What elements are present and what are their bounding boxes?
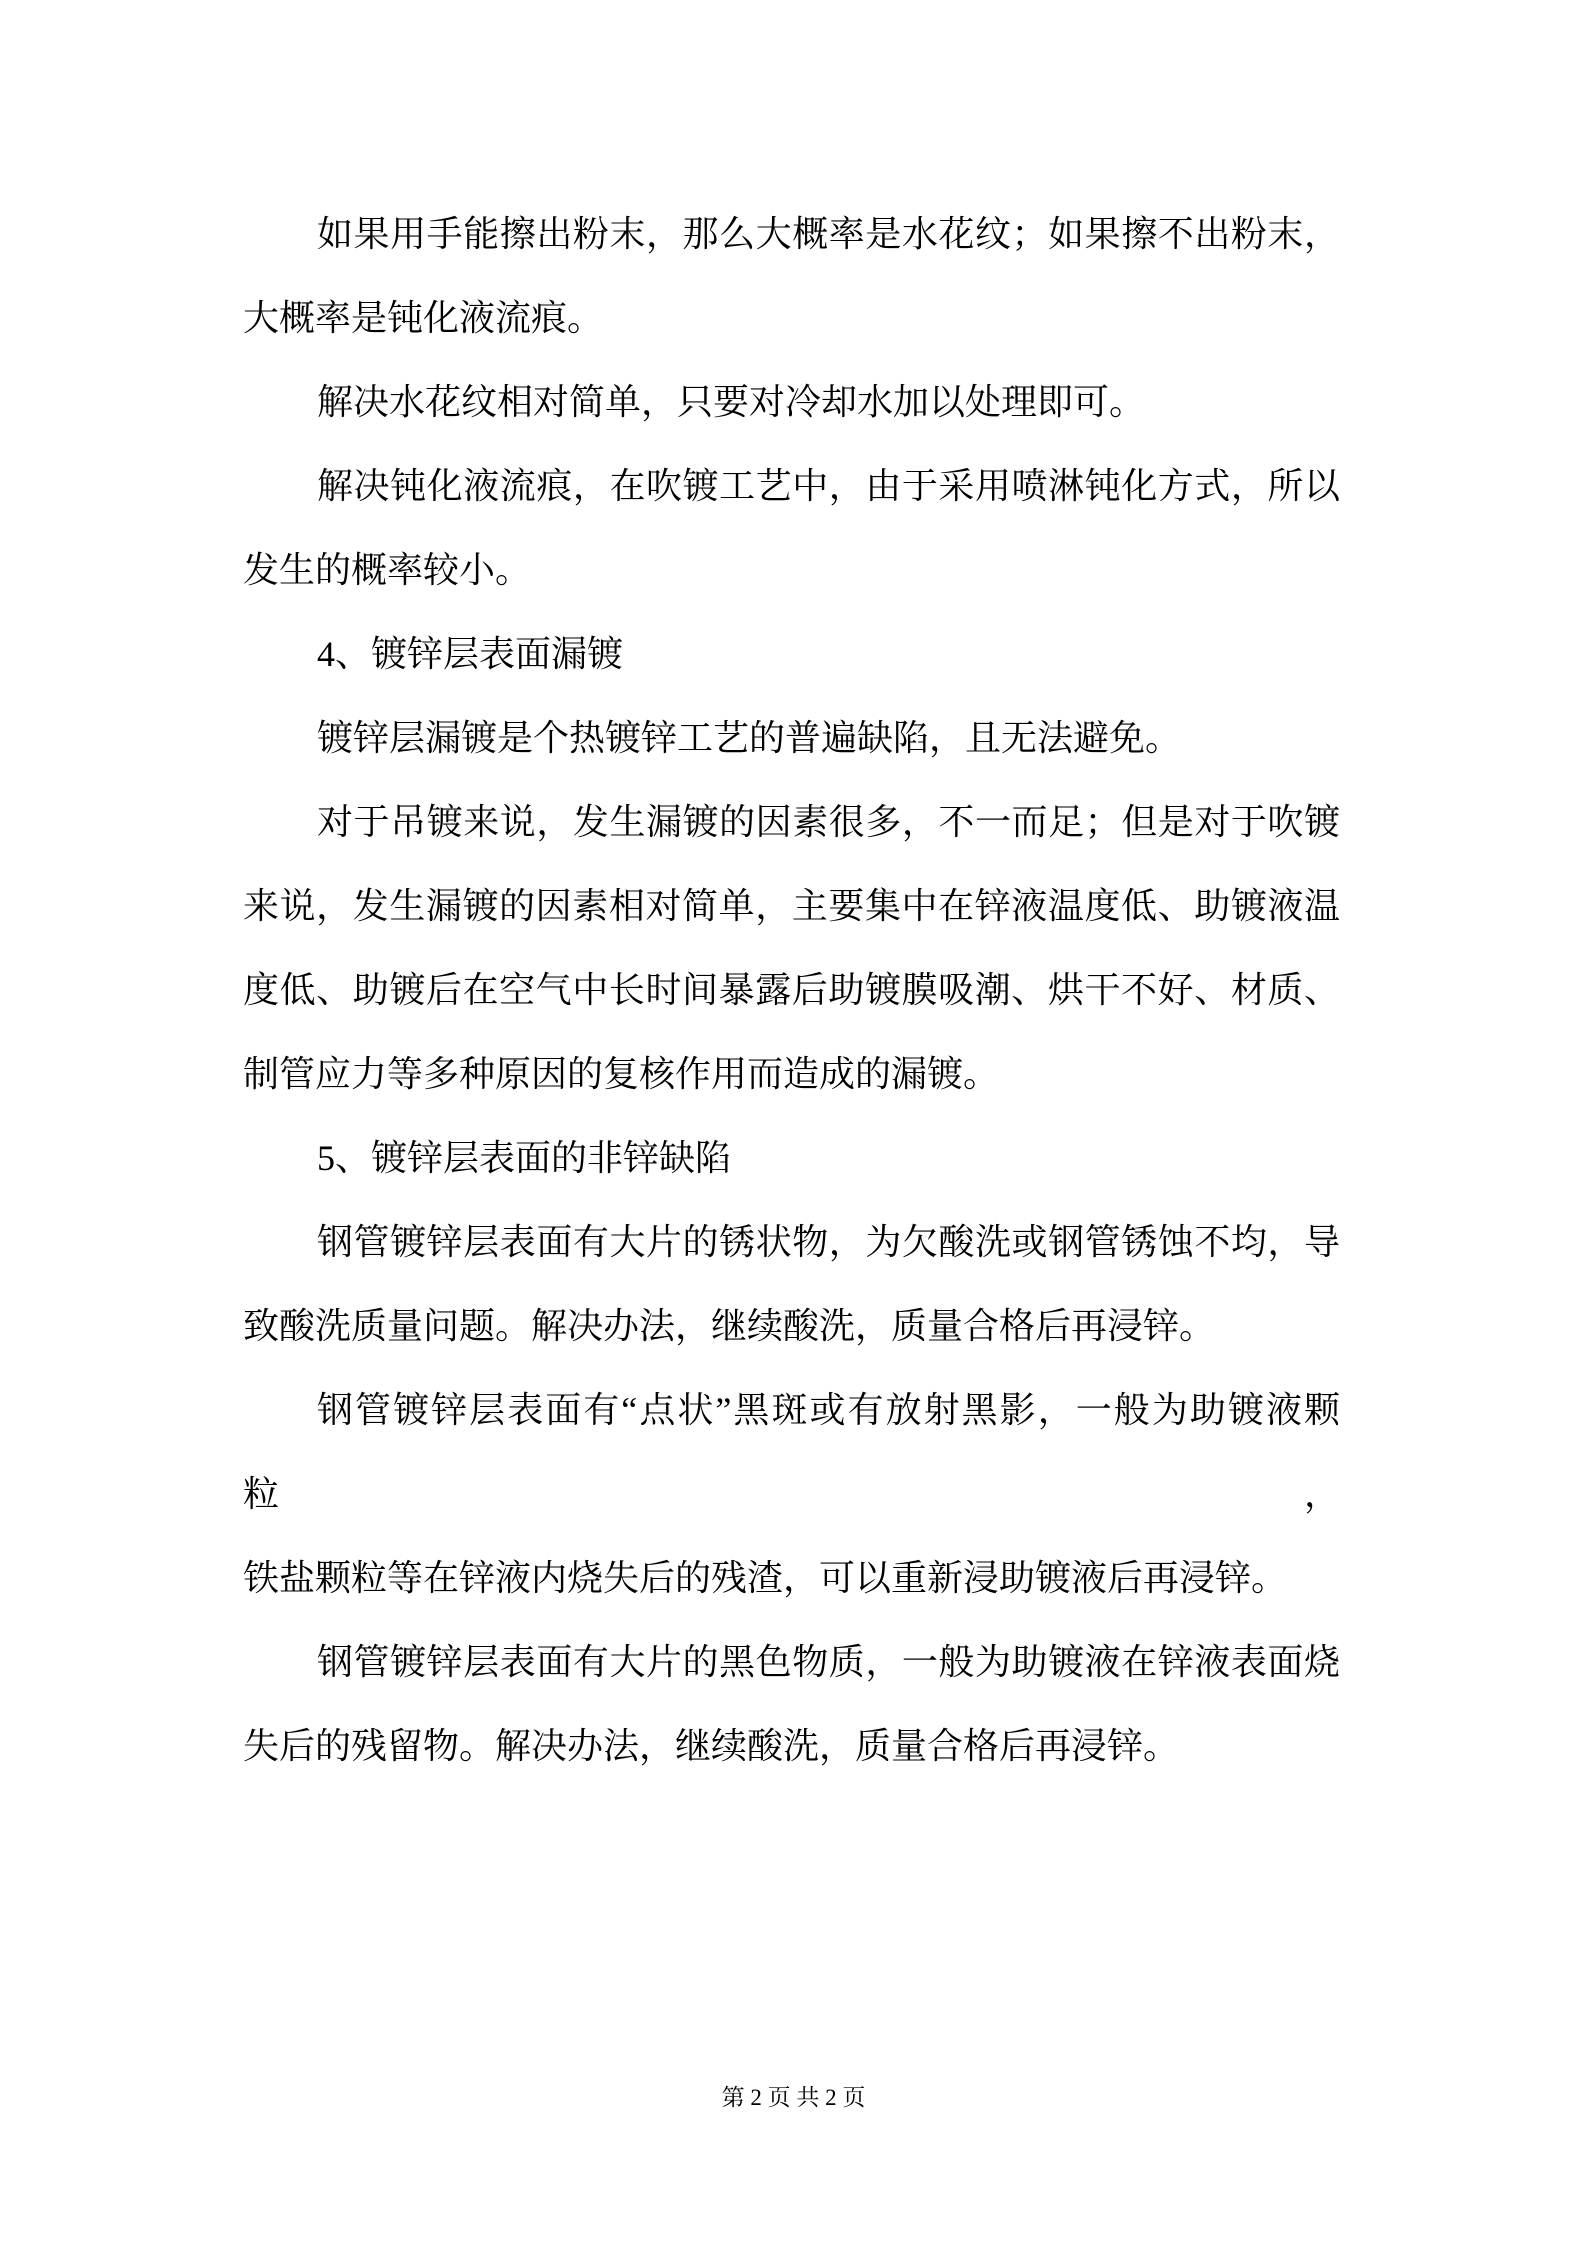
paragraph — [243, 1620, 1340, 1788]
text-line: 钢管镀锌层表面有“点状”黑斑或有放射黑影，一般为助镀液颗粒， — [243, 1390, 1340, 1514]
text-line: 发生的概率较小。 — [243, 550, 532, 590]
paragraph — [243, 444, 1340, 612]
heading-line: 4、镀锌层表面漏镀 — [317, 634, 624, 674]
text-line: 解决水花纹相对简单，只要对冷却水加以处理即可。 — [317, 382, 1146, 422]
text-line: 解决钝化液流痕，在吹镀工艺中，由于采用喷淋钝化方式，所以 — [317, 466, 1340, 506]
text-line: 铁盐颗粒等在锌液内烧失后的残渣，可以重新浸助镀液后再浸锌。 — [243, 1558, 1288, 1598]
paragraph — [243, 1368, 1340, 1620]
text-line: 大概率是钝化液流痕。 — [243, 298, 604, 338]
text-line: 如果用手能擦出粉末，那么大概率是水花纹；如果擦不出粉末， — [317, 214, 1340, 254]
text-line: 来说，发生漏镀的因素相对简单，主要集中在锌液温度低、助镀液温 — [243, 886, 1340, 926]
paragraph — [243, 780, 1340, 1116]
text-line: 钢管镀锌层表面有大片的黑色物质，一般为助镀液在锌液表面烧 — [317, 1642, 1340, 1682]
section-heading-5 — [243, 1116, 1340, 1200]
heading-line: 5、镀锌层表面的非锌缺陷 — [317, 1138, 732, 1178]
document-body — [243, 192, 1340, 1788]
text-line: 镀锌层漏镀是个热镀锌工艺的普遍缺陷，且无法避免。 — [317, 718, 1182, 758]
paragraph — [243, 1200, 1340, 1368]
text-line: 对于吊镀来说，发生漏镀的因素很多，不一而足；但是对于吹镀 — [317, 802, 1340, 842]
page-number-footer: 第 2 页 共 2 页 — [721, 2085, 866, 2110]
text-line: 制管应力等多种原因的复核作用而造成的漏镀。 — [243, 1054, 1000, 1094]
paragraph — [243, 192, 1340, 360]
section-heading-4 — [243, 612, 1340, 696]
paragraph — [243, 696, 1340, 780]
text-line: 致酸洗质量问题。解决办法，继续酸洗，质量合格后再浸锌。 — [243, 1306, 1216, 1346]
paragraph — [243, 360, 1340, 444]
text-line: 钢管镀锌层表面有大片的锈状物，为欠酸洗或钢管锈蚀不均，导 — [317, 1222, 1340, 1262]
text-line: 度低、助镀后在空气中长时间暴露后助镀膜吸潮、烘干不好、材质、 — [243, 970, 1340, 1010]
text-line: 失后的残留物。解决办法，继续酸洗，质量合格后再浸锌。 — [243, 1726, 1180, 1766]
